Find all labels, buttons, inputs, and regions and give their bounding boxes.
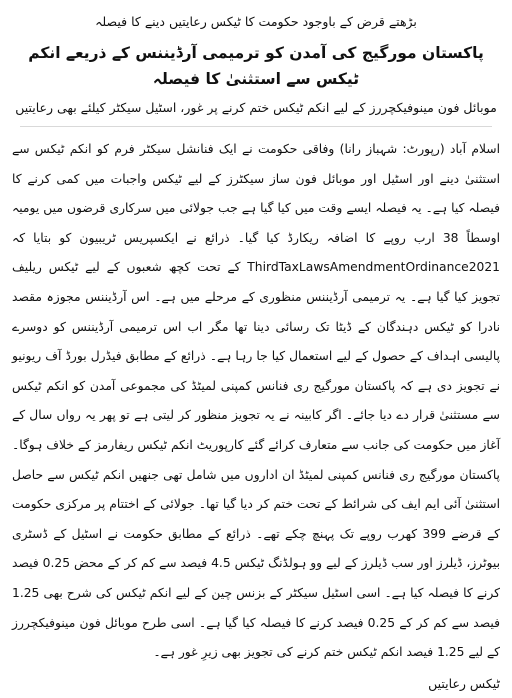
footer-tag: ٹیکس رعایتیں [428,675,500,691]
ordinance-name: ThirdTaxLawsAmendmentOrdinance2021 [247,260,500,275]
headline-block [12,10,500,120]
main-headline: پاکستان مورگیج کی آمدن کو ترمیمی آرڈیننس کے ذریعے انکم ٹیکس سے استثنیٰ کا فیصلہ [28,44,484,88]
article-paragraph-intro: اسلام آباد (رپورٹ: شہباز رانا) وفاقی حکومت نے ایک فنانشل سیکٹر فرم کو انکم ٹیکس سے استثنیٰ دینے اور اسٹیل اور موبائل فون ساز سیکٹرز کے لیے ٹیکس واجبات میں کمی کرنے کا فیصلہ کیا ہے۔ یہ فیصلہ ایسے وقت میں کیا گیا ہے جب جولائی میں سرکاری قرضوں میں یومیہ اوسطاً 38 ارب روپے کا اضافہ ریکارڈ کیا گیا۔ ذرائع نے ایکسپریس ٹریبیون کو بتایا کہ [12,142,501,245]
sub-headline: موبائل فون مینوفیکچررز کے لیے انکم ٹیکس ختم کرنے پر غور، اسٹیل سیکٹر کیلئے بھی رعایتیں [15,100,497,115]
divider [20,126,492,127]
article-paragraph-main: کے تحت کچھ شعبوں کے لیے ٹیکس ریلیف تجویز کیا گیا ہے۔ یہ ترمیمی آرڈیننس منظوری کے مرحلے میں ہے۔ اس آرڈیننس مجوزہ مقصد نادرا کو ٹیکس دہندگان کے ڈیٹا تک رسائی دینا تھا مگر اب اس ترمیمی آرڈیننس کو دوسرے پالیسی اہداف کے حصول کے لیے استعمال کیا جا رہا ہے۔ ذرائع کے مطابق فیڈرل بورڈ آف ریونیو نے تجویز دی ہے کہ پاکستان مورگیج ری فنانس کمپنی لمیٹڈ کی مجموعی آمدن کو انکم ٹیکس سے مستثنیٰ قرار دے دیا جائے۔ اگر کابینہ نے یہ تجویز منظور کر لیتی ہے تو پھر یہ رواں سال کے آغاز میں حکومت کی جانب سے متعارف کرائے گئے کارپوریٹ انکم ٹیکس ریفارمز کے خلاف ہوگا۔ پاکستان مورگیج ری فنانس کمپنی لمیٹڈ ان اداروں میں شامل تھی جنھیں انکم ٹیکس سے حاصل استثنیٰ آئی ایم ایف کی شرائط کے تحت ختم کر دیا گیا تھا۔ جولائی کے اختتام پر مرکزی حکومت کے قرضے 399 کھرب روپے تک پہنچ چکے تھے۔ ذرائع کے مطابق حکومت نے اسٹیل کے ڈسٹری بیوٹرز، ڈیلرز اور سب ڈیلرز کے لیے وو ہولڈنگ ٹیکس 4.5 فیصد سے کم کر کے محض 0.25 فیصد کرنے کا فیصلہ کیا ہے۔ اسی اسٹیل سیکٹر کے بزنس چین کے لیے انکم ٹیکس کی شرح بھی 1.25 فیصد سے کم کر کے 0.25 فیصد کرنے کا فیصلہ کیا گیا ہے۔ اسی طرح موبائل فون مینوفیکچررز کے لیے 1.25 فیصد انکم ٹیکس ختم کرنے کی تجویز بھی زیرِ غور ہے۔ [12,260,500,660]
kicker-headline: بڑھتے قرض کے باوجود حکومت کا ٹیکس رعایتیں دینے کا فیصلہ [95,14,417,29]
article-body [12,135,500,668]
